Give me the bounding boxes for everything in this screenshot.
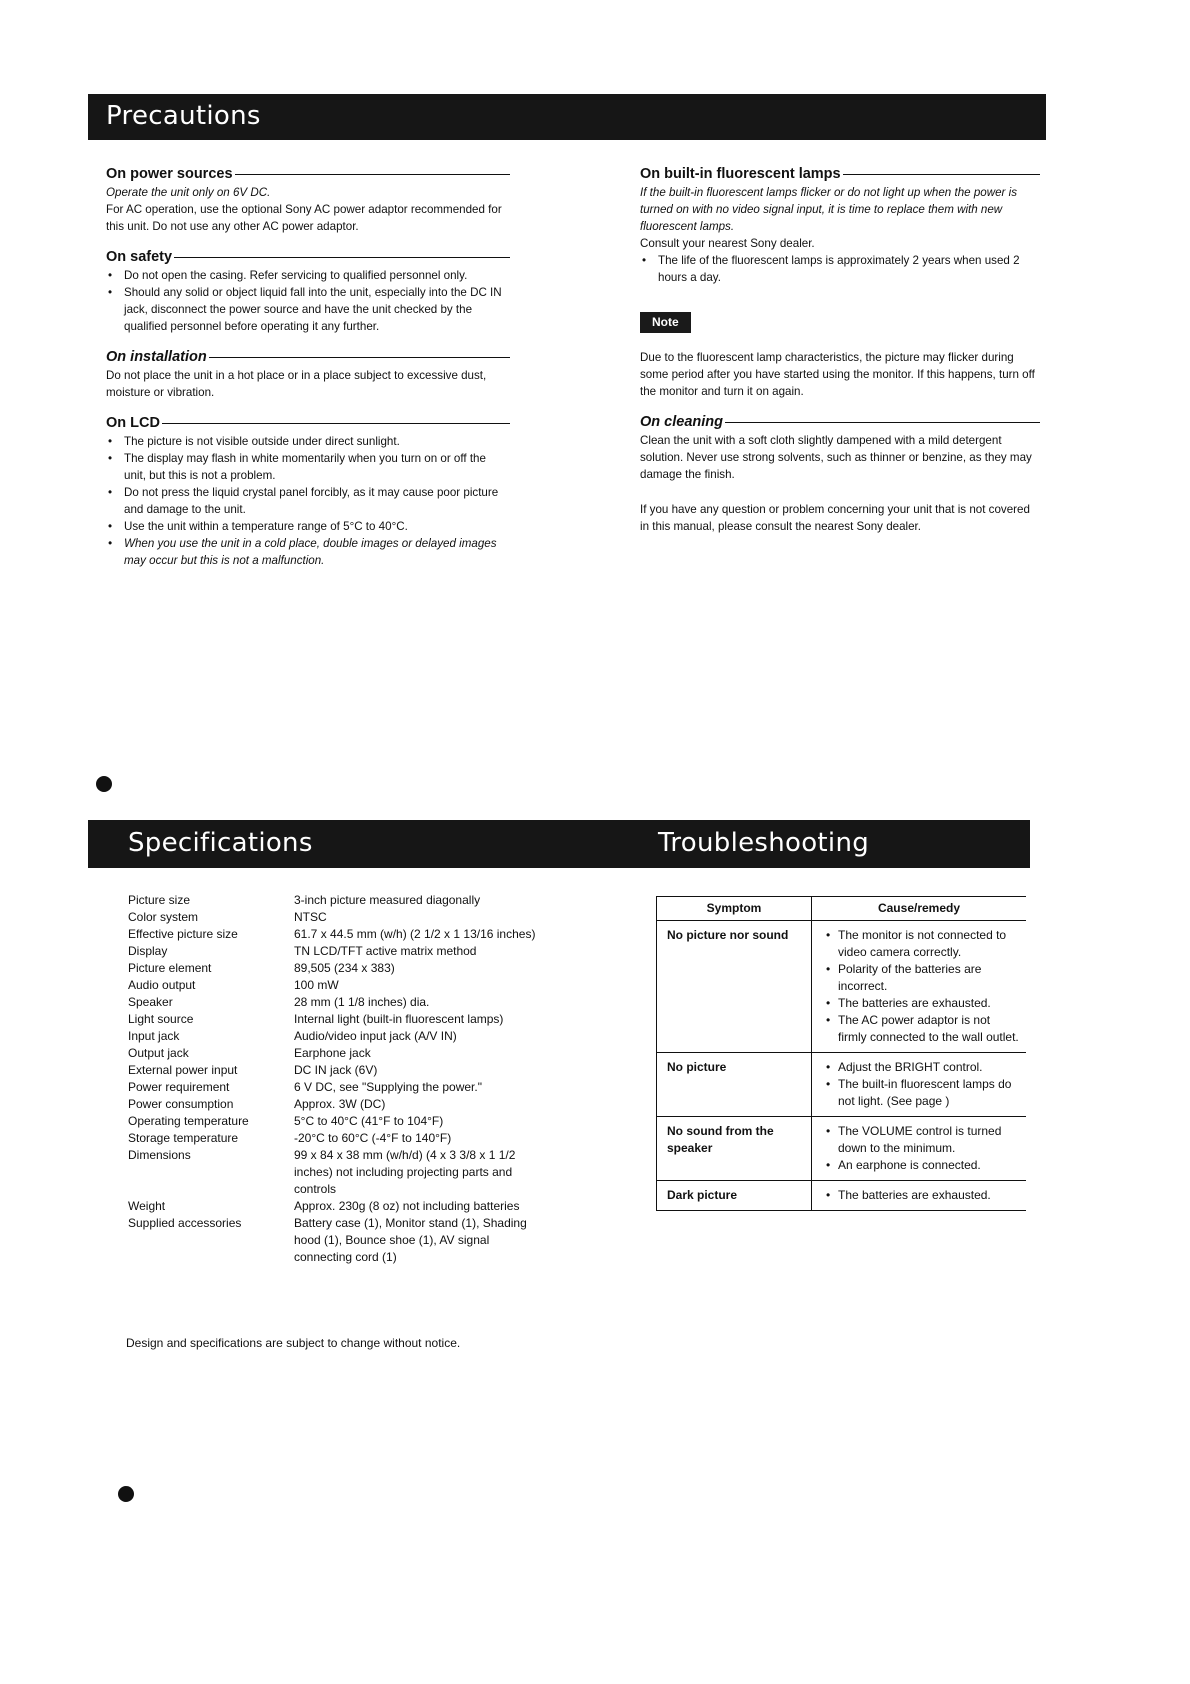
list-item: • Do not press the liquid crystal panel forcibly, as it may cause poor picture and damage to the unit.: [106, 484, 510, 518]
page-bullet-icon: [96, 776, 112, 792]
heading-rule: [843, 174, 1040, 175]
heading-lcd: On LCD: [106, 415, 160, 431]
note-badge: Note: [640, 312, 691, 333]
section-cleaning: [640, 414, 1040, 483]
spec-value: 61.7 x 44.5 mm (w/h) (2 1/2 x 1 13/16 inches): [294, 927, 536, 941]
page-bullet-icon: [118, 1486, 134, 1502]
heading-rule: [235, 174, 510, 175]
bullet-list: [824, 1123, 1022, 1174]
spec-label: Dimensions: [128, 1148, 191, 1162]
table-row: [128, 1096, 544, 1113]
paragraph: Consult your nearest Sony dealer.: [640, 237, 815, 250]
bullet-list: [824, 1187, 1022, 1204]
bullet-list: [824, 1059, 1022, 1110]
table-row: [657, 921, 1027, 1053]
spec-label: Picture size: [128, 893, 191, 907]
bullet-list: [824, 927, 1022, 1046]
list-item: • Use the unit within a temperature range of 5°C to 40°C.: [106, 518, 510, 535]
spec-value: Approx. 230g (8 oz) not including batteries: [294, 1199, 520, 1213]
precautions-left-column: [106, 166, 510, 583]
list-item: • Polarity of the batteries are incorrect.: [824, 961, 1022, 995]
spec-value: TN LCD/TFT active matrix method: [294, 944, 477, 958]
list-item: • An earphone is connected.: [824, 1157, 1022, 1174]
list-item: • The picture is not visible outside under direct sunlight.: [106, 433, 510, 450]
table-row: [657, 1053, 1027, 1117]
spec-label: Display: [128, 944, 168, 958]
table-row: [657, 1117, 1027, 1181]
spec-value: NTSC: [294, 910, 327, 924]
spec-label: Audio output: [128, 978, 196, 992]
list-item: • The display may flash in white momentarily when you turn on or off the unit, but this is not a problem.: [106, 450, 510, 484]
table-row: [657, 1181, 1027, 1211]
symptom-cell: No picture: [657, 1053, 812, 1117]
spec-value: 5°C to 40°C (41°F to 104°F): [294, 1114, 444, 1128]
spec-label: Weight: [128, 1199, 166, 1213]
list-item: • Do not open the casing. Refer servicing to qualified personnel only.: [106, 267, 510, 284]
heading-safety: On safety: [106, 249, 173, 265]
spec-label: Color system: [128, 910, 199, 924]
table-row: [128, 994, 544, 1011]
bullet-list: [640, 252, 1040, 286]
paragraph: Do not place the unit in a hot place or in a place subject to excessive dust, moisture or vibration.: [106, 369, 487, 399]
spec-label: Power requirement: [128, 1080, 230, 1094]
note-text: Due to the fluorescent lamp characteristics, the picture may flicker during some period after you have started using the monitor. If this happens, turn off the monitor and turn it on again.: [640, 351, 1035, 398]
heading-rule: [162, 423, 510, 424]
table-row: [128, 960, 544, 977]
list-item: • When you use the unit in a cold place, double images or delayed images may occur but this is not a malfunction.: [106, 535, 510, 569]
symptom-cell: No picture nor sound: [657, 921, 812, 1053]
troubleshooting-banner: [648, 820, 1030, 868]
precautions-right-column: [640, 166, 1040, 535]
spec-value: Internal light (built-in fluorescent lamps): [294, 1012, 504, 1026]
spec-value: 89,505 (234 x 383): [294, 961, 395, 975]
troubleshooting-title: Troubleshooting: [658, 828, 870, 858]
spec-label: Light source: [128, 1012, 194, 1026]
heading-cleaning: On cleaning: [640, 414, 723, 430]
list-item: • Adjust the BRIGHT control.: [824, 1059, 1022, 1076]
spec-label: Operating temperature: [128, 1114, 249, 1128]
section-heading-row: [640, 166, 1040, 183]
heading-installation: On installation: [106, 349, 207, 365]
troubleshooting-table: [656, 896, 1026, 1211]
symptom-cell: Dark picture: [657, 1181, 812, 1211]
paragraph: Clean the unit with a soft cloth slightly dampened with a mild detergent solution. Never use strong solvents, such as thinner or benzine, as they may damage the finish.: [640, 434, 1032, 481]
paragraph: For AC operation, use the optional Sony AC power adaptor recommended for this unit. Do not use any other AC power adaptor.: [106, 203, 502, 233]
table-row: [128, 1011, 544, 1028]
specifications-table: [128, 892, 544, 1266]
cause-cell: [812, 1053, 1027, 1117]
table-row: [128, 1028, 544, 1045]
spec-label: Output jack: [128, 1046, 189, 1060]
table-row: [128, 1215, 544, 1266]
cause-cell: [812, 921, 1027, 1053]
heading-fluorescent-lamps: On built-in fluorescent lamps: [640, 166, 841, 182]
list-item: • The built-in fluorescent lamps do not light. (See page ): [824, 1076, 1022, 1110]
table-row: [128, 1130, 544, 1147]
heading-rule: [209, 357, 510, 358]
bullet-list: [106, 433, 510, 569]
spec-label: Picture element: [128, 961, 212, 975]
spec-label: Storage temperature: [128, 1131, 239, 1145]
precautions-title: Precautions: [106, 101, 261, 131]
section-heading-row: [106, 349, 510, 366]
table-row: [128, 943, 544, 960]
table-row: [128, 1045, 544, 1062]
table-row: [128, 977, 544, 994]
spec-label: Power consumption: [128, 1097, 234, 1111]
contact-text: If you have any question or problem concerning your unit that is not covered in this manual, please consult the nearest Sony dealer.: [640, 503, 1030, 533]
table-row: [128, 1079, 544, 1096]
symptom-cell: No sound from the speaker: [657, 1117, 812, 1181]
list-item: • Should any solid or object liquid fall into the unit, especially into the DC IN jack, disconnect the power source and have the unit checked by the qualified personnel before operating it any further.: [106, 284, 510, 335]
section-lcd: [106, 415, 510, 569]
table-header-row: [657, 897, 1027, 921]
column-header-symptom: Symptom: [657, 897, 812, 921]
heading-rule: [174, 257, 510, 258]
table-row: [128, 892, 544, 909]
spec-label: Speaker: [128, 995, 173, 1009]
heading-power-sources: On power sources: [106, 166, 233, 182]
section-heading-row: [106, 415, 510, 432]
spec-value: 28 mm (1 1/8 inches) dia.: [294, 995, 430, 1009]
heading-rule: [725, 422, 1040, 423]
spec-value: Audio/video input jack (A/V IN): [294, 1029, 457, 1043]
bullet-list: [106, 267, 510, 335]
section-heading-row: [106, 249, 510, 266]
cause-cell: [812, 1117, 1027, 1181]
section-fluorescent-lamps: [640, 166, 1040, 286]
table-row: [128, 926, 544, 943]
section-power-sources: [106, 166, 510, 235]
precautions-banner: [88, 94, 1046, 140]
table-row: [128, 1062, 544, 1079]
spec-label: External power input: [128, 1063, 238, 1077]
list-item: • The life of the fluorescent lamps is approximately 2 years when used 2 hours a day.: [640, 252, 1040, 286]
spec-label: Effective picture size: [128, 927, 238, 941]
section-heading-row: [640, 414, 1040, 431]
list-item: • The AC power adaptor is not firmly connected to the wall outlet.: [824, 1012, 1022, 1046]
spec-label: Input jack: [128, 1029, 180, 1043]
list-item: • The monitor is not connected to video camera correctly.: [824, 927, 1022, 961]
list-item: • The VOLUME control is turned down to the minimum.: [824, 1123, 1022, 1157]
paragraph: If the built-in fluorescent lamps flicker or do not light up when the power is turned on with no video signal input, it is time to replace them with new fluorescent lamps.: [640, 186, 1017, 233]
cause-cell: [812, 1181, 1027, 1211]
list-item: • The batteries are exhausted.: [824, 1187, 1022, 1204]
paragraph: Operate the unit only on 6V DC.: [106, 186, 271, 199]
specifications-title: Specifications: [128, 828, 313, 858]
table-row: [128, 1113, 544, 1130]
section-safety: [106, 249, 510, 335]
spec-value: Battery case (1), Monitor stand (1), Shading hood (1), Bounce shoe (1), AV signal connecting cord (1): [294, 1216, 527, 1264]
specifications-footer: Design and specifications are subject to change without notice.: [126, 1336, 461, 1350]
spec-value: 3-inch picture measured diagonally: [294, 893, 481, 907]
spec-value: Earphone jack: [294, 1046, 371, 1060]
spec-value: DC IN jack (6V): [294, 1063, 378, 1077]
spec-value: 6 V DC, see "Supplying the power.": [294, 1080, 482, 1094]
spec-label: Supplied accessories: [128, 1216, 242, 1230]
column-header-cause: Cause/remedy: [812, 897, 1027, 921]
spec-value: 99 x 84 x 38 mm (w/h/d) (4 x 3 3/8 x 1 1/2 inches) not including projecting parts and controls: [294, 1148, 516, 1196]
list-item: • The batteries are exhausted.: [824, 995, 1022, 1012]
specifications-banner: [88, 820, 648, 868]
spec-value: 100 mW: [294, 978, 339, 992]
table-row: [128, 1198, 544, 1215]
spec-value: Approx. 3W (DC): [294, 1097, 386, 1111]
spec-value: -20°C to 60°C (-4°F to 140°F): [294, 1131, 452, 1145]
section-heading-row: [106, 166, 510, 183]
section-installation: [106, 349, 510, 401]
table-row: [128, 909, 544, 926]
table-row: [128, 1147, 544, 1198]
